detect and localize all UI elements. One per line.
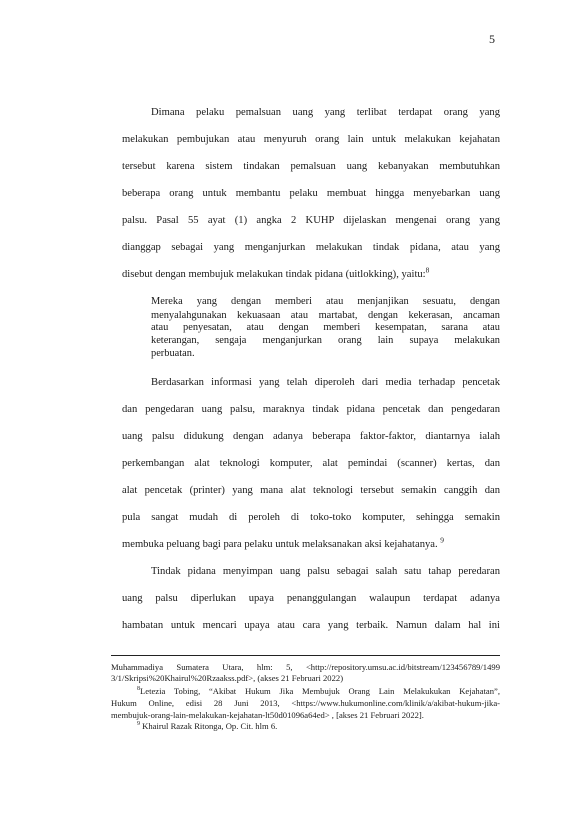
footnote-9-line: $^9$ Khairul Razak Ritonga, Op. Cit. hlm 6. [137, 721, 278, 731]
text-line: perkembangan alat teknologi komputer, alat pemindai (scanner) kertas, dan [122, 458, 500, 469]
footnote-ref-8: 8 [425, 265, 430, 275]
quote-line: keterangan, sengaja menganjurkan orang lain supaya melakukan [151, 335, 500, 346]
text-line: tersebut karena sistem tindakan pemalsuan uang kebanyakan membutuhkan [122, 161, 500, 172]
page-number: 5 [489, 32, 495, 46]
text-line: uang palsu diperlukan upaya penanggulangan walaupun terdapat adanya [122, 593, 500, 604]
text-line: dianggap sebagai yang menganjurkan melakukan tindak pidana, atau yang [122, 242, 500, 253]
quote-line: Mereka yang dengan memberi atau menjanjikan sesuatu, dengan [151, 296, 500, 307]
text-line: hambatan untuk mencari upaya atau cara yang terbaik. Namun dalam hal ini [122, 620, 500, 631]
quote-line: perbuatan. [151, 348, 195, 359]
text-line: membuka peluang bagi para pelaku untuk melaksanakan aksi kejahatanya. $^9$ [122, 535, 444, 550]
quote-line: atau penyesatan, atau dengan memberi kesempatan, sarana atau [151, 322, 500, 333]
footnote-8-line: $^8$Letezia Tobing, “Akibat Hukum Jika Membujuk Orang Lain Melakukukan Kejahatan”, [137, 686, 500, 696]
text-line: dan pengedaran uang palsu, maraknya tindak pidana pencetak dan pengedaran [122, 404, 500, 415]
text-line: melakukan pembujukan atau menyuruh orang lain untuk melakukan kejahatan [122, 134, 500, 145]
quote-line: menyalahgunakan kekuasaan atau martabat, dengan kekerasan, ancaman [151, 310, 500, 321]
text-line: beberapa orang untuk membantu pelaku membuat hingga menyebarkan uang [122, 188, 500, 199]
footnote-separator [111, 655, 500, 656]
text-line: uang palsu didukung dengan adanya beberapa faktor-faktor, diantarnya ialah [122, 431, 500, 442]
footnote-8-line: Hukum Online, edisi 28 Juni 2013, <https://www.hukumonline.com/klinik/a/akibat-hukum-jika- [111, 698, 500, 708]
footnote-8-marker: 8 [137, 686, 141, 693]
footnote-8-line: membujuk-orang-lain-melakukan-kejahatan-lt50d01096a64ed> , [akses 21 Februari 2022]. [111, 710, 424, 720]
text-line: alat pencetak (printer) yang mana alat teknologi tersebut semakin canggih dan [122, 485, 500, 496]
footnote-ref-9: 9 [440, 535, 444, 545]
text-line: palsu. Pasal 55 ayat (1) angka 2 KUHP dijelaskan mengenai orang yang [122, 215, 500, 226]
footnote-line: 3/1/Skripsi%20Khairul%20Rzaakss.pdf>, (akses 21 Februari 2022) [111, 673, 344, 683]
text-line: Tindak pidana menyimpan uang palsu sebagai salah satu tahap peredaran [151, 566, 500, 577]
footnote-line: Muhammadiya Sumatera Utara, hlm: 5, <http://repository.umsu.ac.id/bitstream/123456789/1499 [111, 662, 500, 672]
text-line: disebut dengan membujuk melakukan tindak pidana (uitlokking), yaitu:$^8$ [122, 265, 430, 280]
text-line: Dimana pelaku pemalsuan uang yang terlibat terdapat orang yang [151, 107, 500, 118]
footnote-9-marker: 9 [137, 721, 141, 728]
text-line: Berdasarkan informasi yang telah diperoleh dari media terhadap pencetak [151, 377, 500, 388]
text-line: pula sangat mudah di peroleh di toko-toko komputer, sehingga semakin [122, 512, 500, 523]
